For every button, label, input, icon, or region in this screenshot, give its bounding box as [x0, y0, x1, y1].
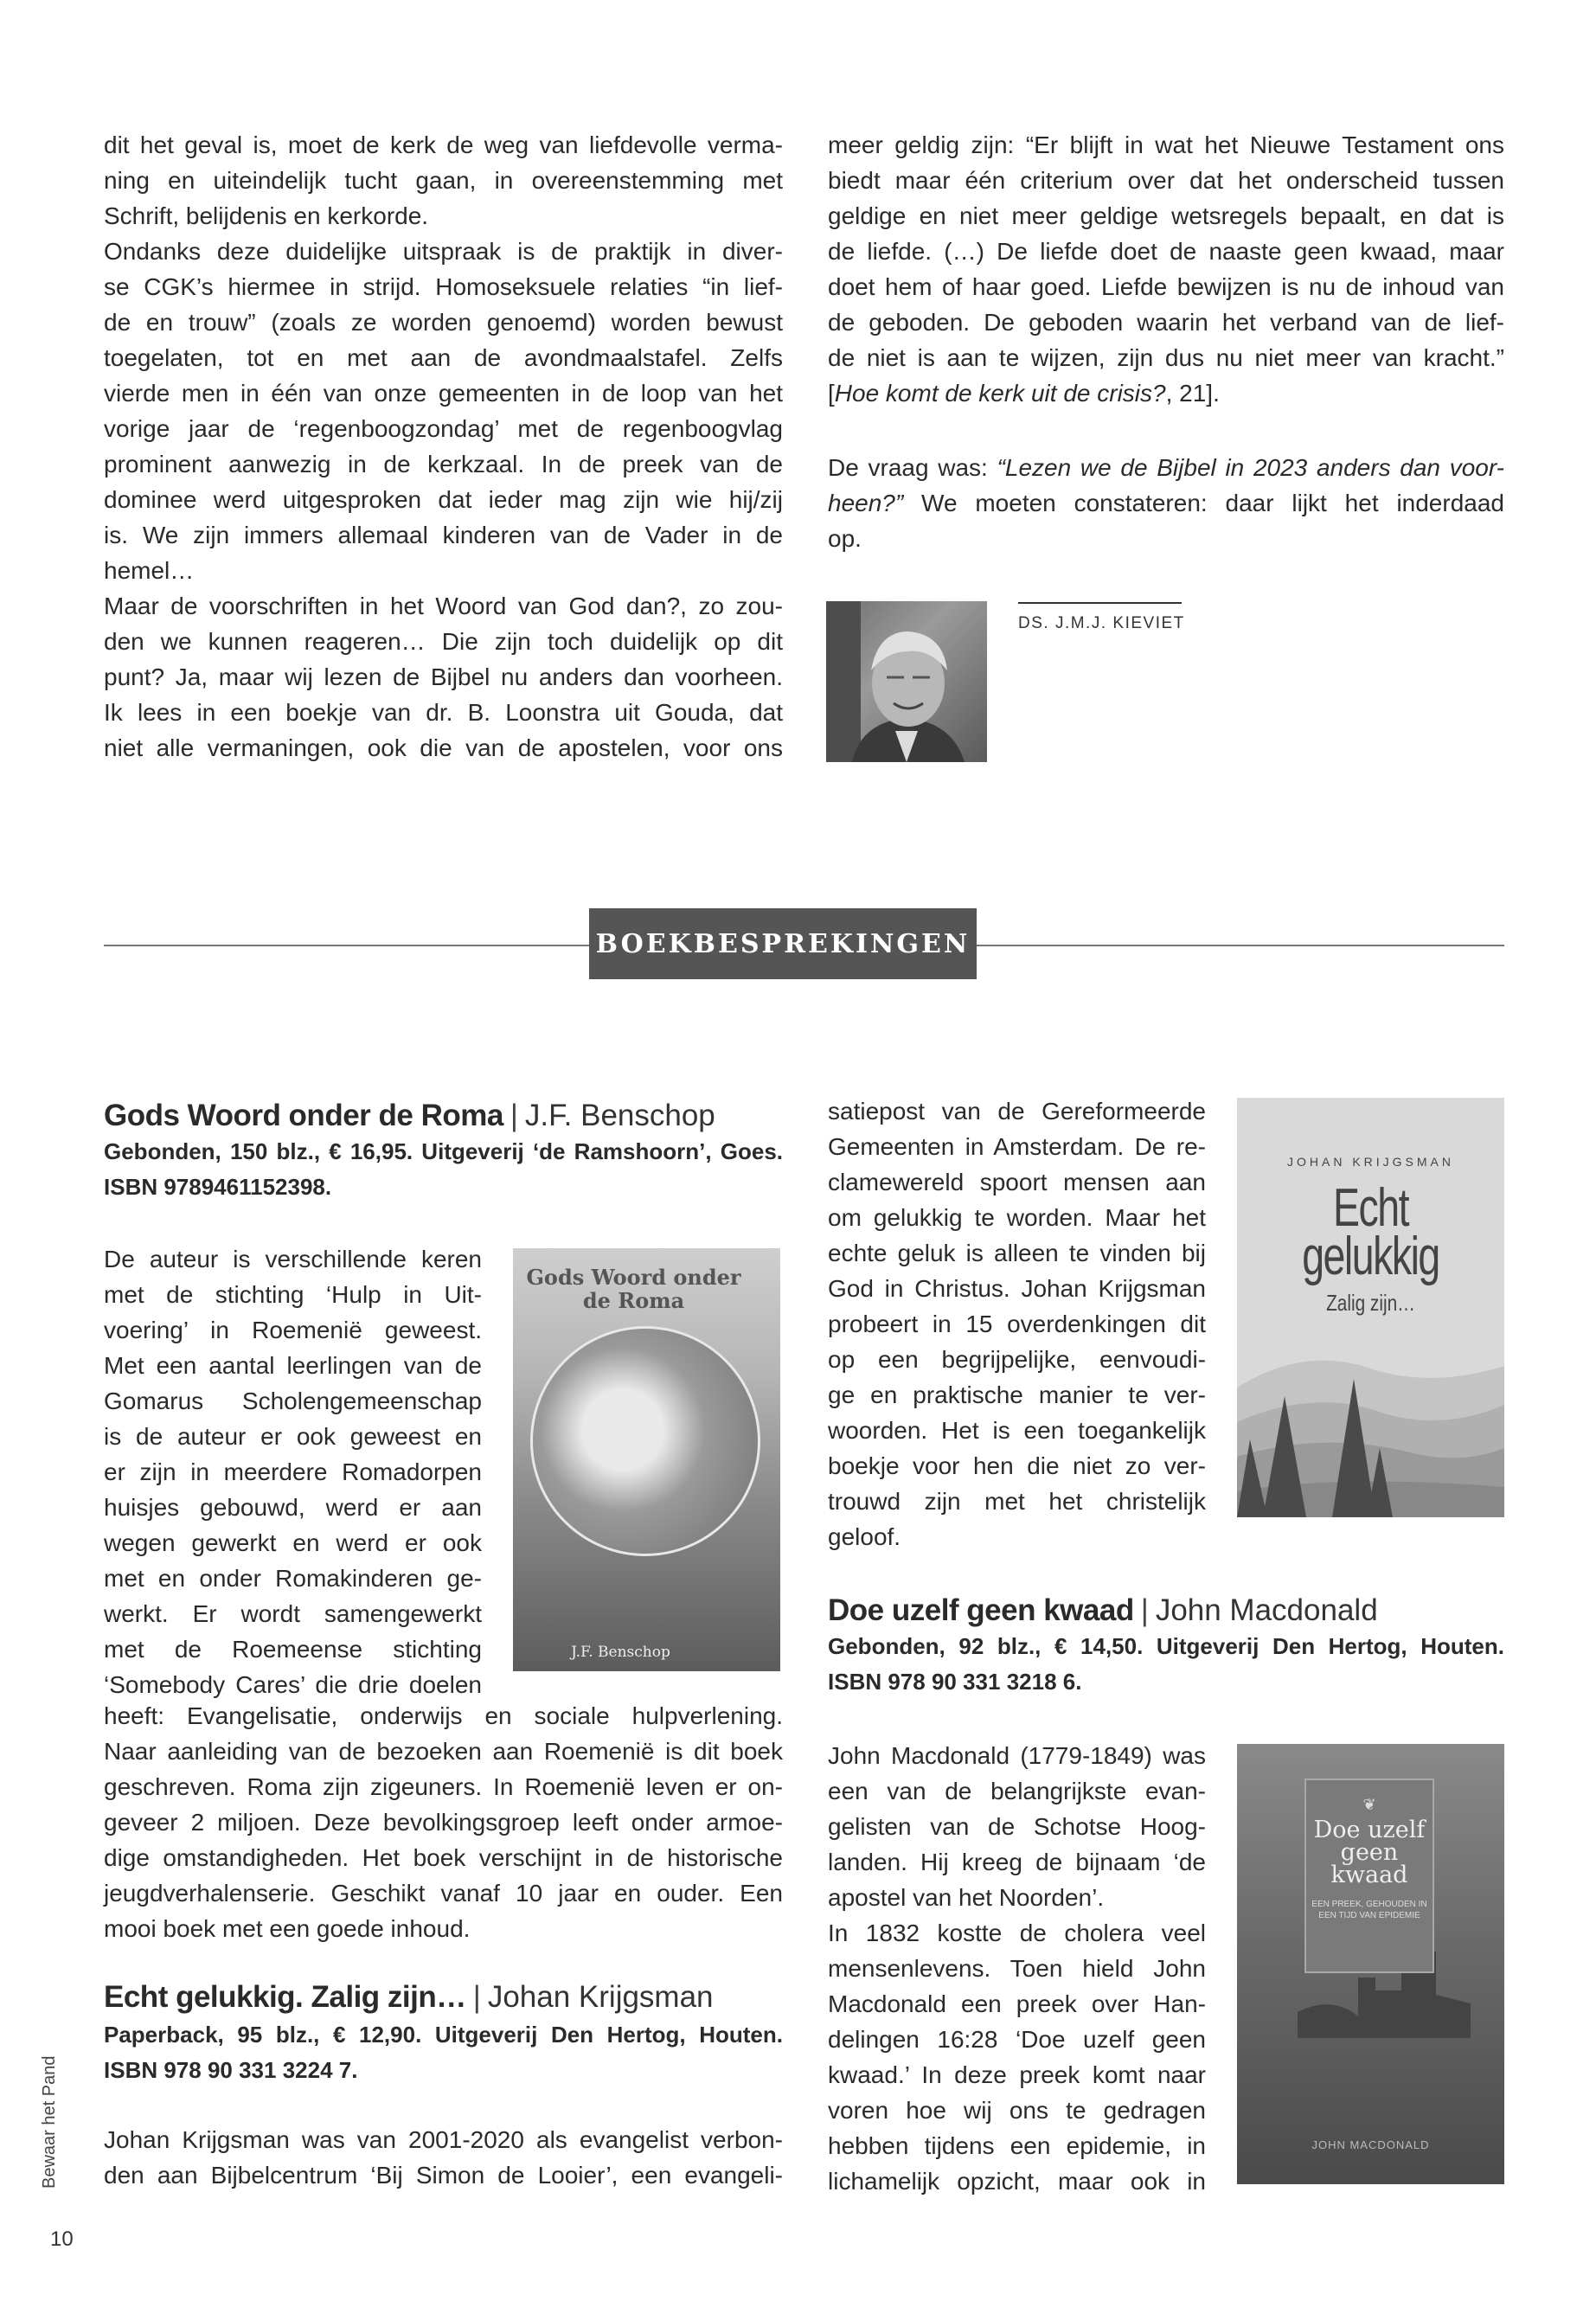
review-text	[104, 2122, 783, 2193]
text-line: ISBN 978 90 331 3218 6.	[828, 1669, 1082, 1695]
review-heading	[104, 1097, 715, 1135]
text-line: boekje voor hen die niet zo ver-	[828, 1452, 1206, 1479]
text-line: se CGK’s hiermee in strijd. Homoseksuele relaties “in lief-	[104, 273, 783, 300]
review-text-continued	[828, 1093, 1206, 1554]
text-line: mensenlevens. Toen hield John	[828, 1955, 1206, 1982]
text-line: geschreven. Roma zijn zigeuners. In Roemenië leven er on-	[104, 1773, 783, 1800]
text-line: is. We zijn immers allemaal kinderen van de Vader in de	[104, 522, 783, 548]
text-line: Johan Krijgsman was van 2001-2020 als evangelist verbon-	[104, 2126, 783, 2153]
text-line: er zijn in meerdere Romadorpen	[104, 1458, 482, 1485]
text-line: geloof.	[828, 1523, 901, 1550]
text-line: op.	[828, 525, 862, 552]
text-line: apostel van het Noorden’.	[828, 1884, 1105, 1911]
book-details	[104, 1134, 783, 1205]
book-cover-doe-uzelf	[1237, 1744, 1504, 2184]
text-line: Naar aanleiding van de bezoeken aan Roemenië is dit boek	[104, 1738, 783, 1765]
text-line: probeert in 15 overdenkingen dit	[828, 1311, 1206, 1337]
text-line: ge en praktische manier te ver-	[828, 1381, 1206, 1408]
review-text-continued	[104, 1698, 783, 1946]
text-line: prominent aanwezig in de kerkzaal. In de preek van de	[104, 451, 783, 478]
section-title: BOEKBESPREKINGEN	[589, 908, 977, 979]
text-line: den aan Bijbelcentrum ‘Bij Simon de Looier’, een evangeli-	[104, 2162, 783, 2189]
cover-author: JOHN MACDONALD	[1311, 2138, 1430, 2151]
text-line: dominee werd uitgesproken dat ieder mag zijn wie hij/zij	[104, 486, 783, 513]
text-line: ning en uiteindelijk tucht gaan, in overeenstemming met	[104, 167, 783, 194]
text-line: clamewereld spoort mensen aan	[828, 1169, 1206, 1195]
book-author: Johan Krijgsman	[487, 1980, 714, 2014]
book-details	[104, 2017, 783, 2088]
book-details	[828, 1629, 1504, 1700]
text-line: op een begrijpelijke, eenvoudi-	[828, 1346, 1206, 1373]
text-line: echte geluk is alleen te vinden bij	[828, 1240, 1206, 1266]
text-line: ISBN 9789461152398.	[104, 1174, 332, 1200]
review-text	[828, 1738, 1206, 2199]
text-line: de niet is aan te wijzen, zijn dus nu niet meer van kracht.”	[828, 344, 1504, 371]
text-line: trouwd zijn met het christelijk	[828, 1488, 1206, 1515]
cover-illustration	[530, 1326, 760, 1556]
book-title: Echt gelukkig. Zalig zijn…	[104, 1980, 466, 2014]
text-line: is de auteur er ook geweest en	[104, 1423, 482, 1450]
cover-title: Gods Woord onder de Roma	[526, 1265, 741, 1313]
page-number: 10	[50, 2227, 74, 2251]
text-line: Macdonald een preek over Han-	[828, 1990, 1206, 2017]
text-line	[828, 375, 1504, 411]
text-line: werkt. Er wordt samengewerkt	[104, 1600, 482, 1627]
text-line: Paperback, 95 blz., € 12,90. Uitgeverij Den Hertog, Houten.	[104, 2022, 783, 2048]
signature-divider	[1018, 602, 1182, 604]
text-line: De auteur is verschillende keren	[104, 1246, 482, 1272]
text-line	[828, 485, 1504, 521]
text-line: punt? Ja, maar wij lezen de Bijbel nu anders dan voorheen.	[104, 663, 783, 690]
text-line: dige omstandigheden. Het boek verschijnt in de historische	[104, 1844, 783, 1871]
text-line: huisjes gebouwd, werd er aan	[104, 1494, 482, 1521]
text-line: Met een aantal leerlingen van de	[104, 1352, 482, 1379]
text-line: voering’ in Roemenië geweest.	[104, 1317, 482, 1343]
text-line: met de stichting ‘Hulp in Uit-	[104, 1281, 482, 1308]
text-line: woorden. Het is een toegankelijk	[828, 1417, 1206, 1444]
text-line: mooi boek met een goede inhoud.	[104, 1915, 471, 1942]
text-line: heeft: Evangelisatie, onderwijs en sociale hulpverlening.	[104, 1702, 783, 1729]
article-conclusion	[828, 450, 1504, 556]
text-line: Schrift, belijdenis en kerkorde.	[104, 202, 429, 229]
review-heading	[828, 1592, 1378, 1630]
text-line: Gemeenten in Amsterdam. De re-	[828, 1133, 1206, 1160]
review-heading	[104, 1978, 714, 2016]
book-title: Gods Woord onder de Roma	[104, 1099, 503, 1132]
text: We moeten constateren: daar lijkt het inderdaad	[903, 490, 1504, 516]
cover-subtitle: Zalig zijn…	[1326, 1290, 1415, 1316]
text-line: lichamelijk opzicht, maar ook in	[828, 2168, 1206, 2195]
magazine-name: Bewaar het Pand	[40, 2055, 59, 2189]
text-line: landen. Hij kreeg de bijnaam ‘de	[828, 1849, 1206, 1875]
separator: |	[510, 1099, 518, 1132]
text-line: geveer 2 miljoen. Deze bevolkingsgroep leeft onder armoe-	[104, 1809, 783, 1836]
cover-title: Doe uzelf geen kwaad	[1313, 1817, 1426, 1888]
text-line: met en onder Romakinderen ge-	[104, 1565, 482, 1592]
cover-title-panel	[1304, 1779, 1434, 1973]
book-title: Doe uzelf geen kwaad	[828, 1593, 1134, 1627]
text-line: John Macdonald (1779-1849) was	[828, 1742, 1206, 1769]
italic-text: “Lezen we de Bijbel in 2023 anders dan voor-	[997, 454, 1505, 481]
cover-author: JOHAN KRIJGSMAN	[1286, 1155, 1454, 1169]
review-text	[104, 1241, 482, 1702]
text-line: wegen gewerkt en werd er ook	[104, 1529, 482, 1556]
book-author: John Macdonald	[1155, 1593, 1378, 1627]
text-line: een van de belangrijkste evan-	[828, 1778, 1206, 1804]
text-line: jeugdverhalenserie. Geschikt vanaf 10 jaar en ouder. Een	[104, 1880, 783, 1907]
text-line: meer geldig zijn: “Er blijft in wat het Nieuwe Testament ons	[828, 131, 1504, 158]
text-line: vierde men in één van onze gemeenten in de loop van het	[104, 380, 783, 407]
text-line: den we kunnen reageren… Die zijn toch duidelijk op dit	[104, 628, 783, 655]
text-line: In 1832 kostte de cholera veel	[828, 1920, 1206, 1946]
text-line: God in Christus. Johan Krijgsman	[828, 1275, 1206, 1302]
text-line: gelisten van de Schotse Hoog-	[828, 1813, 1206, 1840]
text-line	[828, 450, 1504, 485]
italic-text: Hoe komt de kerk uit de crisis?	[834, 380, 1166, 407]
text-line: dit het geval is, moet de kerk de weg van liefdevolle verma-	[104, 131, 783, 158]
text-line: de liefde. (…) De liefde doet de naaste geen kwaad, maar	[828, 238, 1504, 265]
cover-mountains	[1237, 1327, 1504, 1517]
separator: |	[472, 1980, 481, 2014]
text-line: toegelaten, tot en met aan de avondmaalstafel. Zelfs	[104, 344, 783, 371]
text-line: niet alle vermaningen, ook die van de apostelen, voor ons	[104, 734, 783, 761]
text-line: ‘Somebody Cares’ die drie doelen	[104, 1671, 482, 1698]
separator: |	[1140, 1593, 1149, 1627]
author-portrait	[826, 601, 987, 762]
author-signature: DS. J.M.J. KIEVIET	[1018, 614, 1185, 632]
text: [	[828, 380, 835, 407]
italic-text: heen?”	[828, 490, 904, 516]
text-line: satiepost van de Gereformeerde	[828, 1098, 1206, 1125]
text-line: de geboden. De geboden waarin het verband van de lief-	[828, 309, 1504, 336]
text-line: Gebonden, 150 blz., € 16,95. Uitgeverij ‘de Ramshoorn’, Goes.	[104, 1138, 783, 1164]
cover-author: J.F. Benschop	[571, 1644, 670, 1661]
article-left-column	[104, 127, 783, 766]
book-author: J.F. Benschop	[524, 1099, 715, 1132]
text-line: hemel…	[104, 557, 195, 584]
ornament-icon: ❦	[1362, 1796, 1376, 1813]
cover-title: Echt gelukkig	[1302, 1178, 1439, 1286]
text-line: geldige en niet meer geldige wetsregels bepaalt, en dat is	[828, 202, 1504, 229]
text-line: Gomarus Scholengemeenschap	[104, 1388, 482, 1414]
text: , 21].	[1165, 380, 1220, 407]
text-line: biedt maar één criterium over dat het onderscheid tussen	[828, 167, 1504, 194]
book-cover-gods-woord	[513, 1248, 780, 1671]
text-line: doet hem of haar goed. Liefde bewijzen is nu de inhoud van	[828, 273, 1504, 300]
text-line: Gebonden, 92 blz., € 14,50. Uitgeverij Den Hertog, Houten.	[828, 1633, 1504, 1659]
book-cover-echt-gelukkig	[1237, 1098, 1504, 1517]
text-line: delingen 16:28 ‘Doe uzelf geen	[828, 2026, 1206, 2053]
text-line: Ondanks deze duidelijke uitspraak is de praktijk in diver-	[104, 238, 783, 265]
article-right-column	[828, 127, 1504, 411]
text-line: de en trouw” (zoals ze worden genoemd) worden bewust	[104, 309, 783, 336]
text-line: ISBN 978 90 331 3224 7.	[104, 2057, 358, 2083]
text-line: Maar de voorschriften in het Woord van God dan?, zo zou-	[104, 593, 783, 619]
text-line: vorige jaar de ‘regenboogzondag’ met de regenboogvlag	[104, 415, 783, 442]
text-line: kwaad.’ In deze preek komt naar	[828, 2061, 1206, 2088]
cover-subtitle: EEN PREEK, GEHOUDEN IN EEN TIJD VAN EPIDEMIE	[1311, 1900, 1427, 1920]
text: De vraag was:	[828, 454, 997, 481]
text-line: voren hoe wij ons te gedragen	[828, 2097, 1206, 2124]
portrait-image	[826, 601, 987, 762]
text-line: Ik lees in een boekje van dr. B. Loonstra uit Gouda, dat	[104, 699, 783, 726]
text-line: hebben tijdens een epidemie, in	[828, 2132, 1206, 2159]
text-line: met de Roemeense stichting	[104, 1636, 482, 1663]
text-line: om gelukkig te worden. Maar het	[828, 1204, 1206, 1231]
